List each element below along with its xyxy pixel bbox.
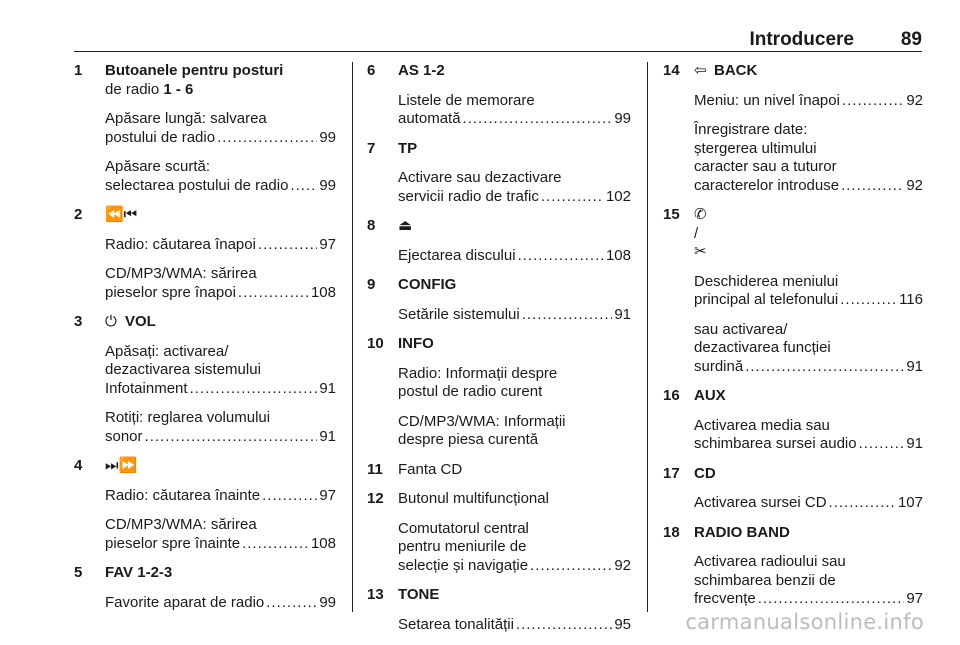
- reference-page-number: 97: [906, 590, 923, 607]
- entry-title: [694, 206, 923, 262]
- dot-leader: [840, 291, 897, 310]
- reference-text: Favorite aparat de radio: [105, 593, 265, 611]
- toc-reference: [105, 535, 336, 554]
- dot-leader: [258, 236, 317, 255]
- description-paragraph: [694, 321, 923, 377]
- entry-number: 10: [367, 335, 384, 352]
- reference-text: Activarea sursei CD: [694, 494, 827, 511]
- entry-number: 8: [367, 217, 376, 234]
- toc-reference: [105, 177, 336, 196]
- reference-text: servicii radio de trafic: [398, 187, 539, 205]
- description-line: caracter sau a tuturor: [694, 158, 837, 175]
- description-line: pentru meniurile de: [398, 538, 527, 555]
- reference-text: Radio: căutarea înapoi: [105, 235, 256, 253]
- description-line: Activare sau dezactivare: [398, 169, 562, 186]
- control-symbol-icon: ⏪⏮: [105, 206, 138, 223]
- page-number: 89: [900, 29, 922, 50]
- toc-reference: [105, 129, 336, 148]
- entry-title: [105, 206, 336, 225]
- control-name: FAV 1-2-3: [105, 564, 173, 581]
- control-name: BACK: [714, 62, 758, 79]
- entry-title: [398, 217, 631, 236]
- entry-number: 3: [74, 313, 83, 330]
- reference-text: pieselor spre înapoi: [105, 283, 236, 301]
- control-name: INFO: [398, 335, 434, 352]
- legend-entry: [74, 457, 336, 553]
- legend-entry: [74, 206, 336, 302]
- description-paragraph: [398, 616, 631, 635]
- entry-heading: [663, 62, 923, 81]
- legend-entry: [663, 387, 923, 454]
- control-name: Butoanele pentru posturi: [105, 62, 284, 79]
- toc-reference: [398, 110, 631, 129]
- reference-page-number: 91: [319, 379, 336, 397]
- entry-number: 12: [367, 490, 384, 507]
- reference-page-number: 116: [899, 291, 923, 308]
- toc-reference: [694, 92, 923, 111]
- column-1: [74, 62, 336, 623]
- reference-text: selecție și navigație: [398, 556, 529, 574]
- description-paragraph: [105, 409, 336, 446]
- reference-text: Ejectarea discului: [398, 246, 516, 264]
- entry-number: 5: [74, 564, 83, 581]
- reference-page-number: 91: [906, 357, 923, 375]
- control-name: AUX: [694, 387, 726, 404]
- control-name: CD: [694, 464, 716, 482]
- legend-entry: [663, 62, 923, 195]
- dot-leader: [145, 428, 318, 447]
- entry-number: 6: [367, 62, 376, 79]
- description-line: CD/MP3/WMA: Informații: [398, 412, 566, 430]
- description-line: CD/MP3/WMA: sărirea: [105, 516, 257, 533]
- entry-title: [694, 465, 923, 484]
- entry-heading: [367, 140, 631, 159]
- description-paragraph: [398, 520, 631, 576]
- description-paragraph: [105, 158, 336, 195]
- dot-leader: [262, 487, 317, 506]
- control-symbol-icon: ⏭⏩: [105, 457, 138, 474]
- entry-title: [105, 313, 336, 332]
- toc-reference: [694, 494, 923, 513]
- description-line: dezactivarea funcției: [694, 339, 831, 356]
- dot-leader: [522, 306, 613, 325]
- toc-reference: [398, 188, 631, 207]
- entry-heading: [367, 276, 631, 295]
- reference-text: principal al telefonului: [694, 291, 839, 308]
- entry-number: 13: [367, 586, 384, 603]
- description-paragraph: [398, 365, 631, 402]
- dot-leader: [841, 177, 904, 196]
- entry-title: [398, 461, 631, 480]
- reference-text: sonor: [105, 427, 143, 445]
- control-symbol-icon: ⏏: [398, 217, 413, 234]
- description-line: CD/MP3/WMA: sărirea: [105, 265, 257, 282]
- dot-leader: [842, 92, 904, 111]
- description-paragraph: [398, 92, 631, 129]
- reference-page-number: 108: [310, 534, 336, 552]
- entry-title: [105, 62, 336, 99]
- legend-entry: [367, 62, 631, 129]
- entry-heading: [663, 465, 923, 484]
- description-paragraph: [694, 273, 923, 310]
- control-name: CONFIG: [398, 276, 457, 293]
- dot-leader: [530, 557, 612, 576]
- reference-text: Infotainment: [105, 379, 188, 397]
- entry-number: 16: [663, 387, 680, 404]
- toc-reference: [398, 557, 631, 576]
- entry-number: 9: [367, 276, 376, 293]
- entry-number: 1: [74, 62, 83, 79]
- control-symbol-icon: ✆ / ✂: [694, 206, 707, 260]
- description-line: ștergerea ultimului: [694, 139, 817, 157]
- legend-entry: [663, 206, 923, 376]
- reference-page-number: 108: [310, 283, 336, 301]
- legend-entry: [74, 313, 336, 446]
- control-name: TP: [398, 139, 418, 157]
- entry-heading: [74, 457, 336, 476]
- entry-heading: [367, 335, 631, 354]
- reference-text: frecvențe: [694, 590, 756, 607]
- control-name: AS 1-2: [398, 62, 445, 79]
- entry-title: [398, 490, 631, 509]
- entry-number: 15: [663, 206, 680, 223]
- legend-entry: [367, 140, 631, 207]
- reference-text: Radio: căutarea înainte: [105, 486, 261, 504]
- description-line: dezactivarea sistemului: [105, 361, 261, 378]
- reference-page-number: 108: [605, 246, 631, 264]
- reference-text: Meniu: un nivel înapoi: [694, 91, 840, 109]
- entry-number: 11: [367, 460, 383, 478]
- entry-heading: [663, 524, 923, 543]
- page-header: [74, 26, 922, 52]
- reference-page-number: 92: [906, 176, 923, 194]
- reference-page-number: 97: [319, 486, 336, 504]
- legend-entry: [74, 564, 336, 612]
- description-paragraph: [105, 594, 336, 613]
- entry-title: [694, 524, 923, 543]
- description-paragraph: [694, 121, 923, 195]
- dot-leader: [217, 129, 317, 148]
- column-divider: [352, 62, 353, 612]
- description-line: Activarea media sau: [694, 416, 830, 434]
- entry-heading: [367, 490, 631, 509]
- description-line: Deschiderea meniului: [694, 272, 839, 290]
- description-line: Înregistrare date:: [694, 121, 808, 138]
- description-paragraph: [694, 417, 923, 454]
- dot-leader: [518, 247, 604, 266]
- entry-heading: [367, 586, 631, 605]
- description-line: Listele de memorare: [398, 91, 535, 109]
- entry-heading: [367, 217, 631, 236]
- page-title: Introducere: [749, 29, 854, 50]
- control-name: Fanta CD: [398, 460, 463, 478]
- toc-reference: [398, 247, 631, 266]
- reference-text: postului de radio: [105, 128, 216, 146]
- description-paragraph: [105, 487, 336, 506]
- legend-entry: [663, 465, 923, 513]
- entry-heading: [74, 313, 336, 332]
- entry-heading: [663, 206, 923, 262]
- legend-entry: [367, 461, 631, 480]
- legend-entry: [74, 62, 336, 195]
- toc-reference: [105, 236, 336, 255]
- legend-entry: [367, 217, 631, 265]
- reference-page-number: 91: [614, 305, 631, 323]
- dot-leader: [516, 616, 612, 635]
- control-name-line2: de radio: [105, 80, 164, 98]
- description-paragraph: [398, 413, 631, 450]
- entry-heading: [74, 206, 336, 225]
- description-paragraph: [398, 306, 631, 325]
- reference-text: caracterelor introduse: [694, 176, 840, 194]
- description-paragraph: [398, 169, 631, 206]
- dot-leader: [463, 110, 613, 129]
- entry-number: 2: [74, 206, 83, 223]
- entry-title: [398, 335, 631, 354]
- reference-text: schimbarea sursei audio: [694, 435, 857, 452]
- description-line: Comutatorul central: [398, 519, 529, 537]
- toc-reference: [694, 590, 923, 609]
- entry-number: 4: [74, 457, 83, 474]
- toc-reference: [694, 358, 923, 377]
- dot-leader: [745, 358, 904, 377]
- entry-number: 7: [367, 139, 376, 157]
- control-name: RADIO BAND: [694, 523, 790, 541]
- reference-text: Setările sistemului: [398, 305, 520, 323]
- entry-title: [398, 586, 631, 605]
- dot-leader: [829, 494, 896, 513]
- legend-entry: [663, 524, 923, 609]
- column-2: [367, 62, 631, 645]
- entry-title: [694, 62, 923, 81]
- description-paragraph: [105, 343, 336, 399]
- dot-leader: [242, 535, 309, 554]
- entry-number: 17: [663, 464, 680, 482]
- reference-page-number: 95: [614, 615, 631, 633]
- description-line: sau activarea/: [694, 320, 788, 338]
- toc-reference: [105, 284, 336, 303]
- control-name: Butonul multifuncțional: [398, 490, 549, 507]
- entry-heading: [74, 564, 336, 583]
- reference-page-number: 107: [897, 494, 923, 511]
- description-paragraph: [694, 553, 923, 609]
- description-line: Activarea radioului sau: [694, 553, 846, 570]
- dot-leader: [190, 380, 318, 399]
- description-line: schimbarea benzii de: [694, 571, 836, 589]
- column-3: [663, 62, 923, 620]
- description-line: Rotiți: reglarea volumului: [105, 409, 271, 426]
- entry-number: 14: [663, 62, 680, 79]
- reference-text: surdină: [694, 357, 744, 375]
- toc-reference: [105, 594, 336, 613]
- toc-reference: [694, 435, 923, 454]
- toc-reference: [105, 380, 336, 399]
- reference-page-number: 99: [319, 593, 336, 611]
- control-name: VOL: [125, 313, 156, 330]
- entry-heading: [367, 62, 631, 81]
- reference-text: automată: [398, 110, 461, 127]
- entry-title: [694, 387, 923, 406]
- reference-page-number: 91: [319, 427, 336, 445]
- entry-heading: [663, 387, 923, 406]
- legend-entry: [367, 586, 631, 634]
- reference-page-number: 92: [906, 91, 923, 109]
- reference-page-number: 92: [614, 556, 631, 574]
- description-paragraph: [105, 516, 336, 553]
- reference-page-number: 99: [319, 176, 336, 194]
- reference-text: Setarea tonalității: [398, 615, 514, 633]
- description-paragraph: [694, 92, 923, 111]
- description-line: Radio: Informații despre: [398, 364, 558, 382]
- entry-title: [398, 276, 631, 295]
- description-paragraph: [398, 247, 631, 266]
- reference-text: pieselor spre înainte: [105, 534, 241, 552]
- entry-title: [398, 140, 631, 159]
- description-paragraph: [694, 494, 923, 513]
- description-paragraph: [105, 265, 336, 302]
- toc-reference: [694, 177, 923, 196]
- toc-reference: [398, 616, 631, 635]
- watermark: carmanualsonline.info: [685, 610, 924, 634]
- dot-leader: [859, 435, 905, 454]
- description-line: Apăsare scurtă:: [105, 158, 211, 175]
- entry-heading: [74, 62, 336, 99]
- button-range: 1 - 6: [163, 80, 194, 98]
- legend-entry: [367, 490, 631, 575]
- entry-title: [105, 457, 336, 476]
- reference-text: selectarea postului de radio: [105, 176, 289, 194]
- control-name: TONE: [398, 586, 440, 603]
- entry-title: [398, 62, 631, 81]
- dot-leader: [541, 188, 604, 207]
- dot-leader: [290, 177, 317, 196]
- reference-page-number: 97: [319, 235, 336, 253]
- description-line: despre piesa curentă: [398, 431, 539, 448]
- entry-heading: [367, 461, 631, 480]
- reference-page-number: 91: [906, 435, 923, 452]
- entry-title: [105, 564, 336, 583]
- dot-leader: [266, 594, 317, 613]
- toc-reference: [398, 306, 631, 325]
- column-divider: [647, 62, 648, 612]
- dot-leader: [758, 590, 905, 609]
- control-symbol-icon: ⏻: [105, 313, 117, 330]
- reference-page-number: 99: [614, 110, 631, 127]
- reference-page-number: 102: [605, 187, 631, 205]
- reference-page-number: 99: [319, 128, 336, 146]
- description-line: postul de radio curent: [398, 383, 543, 400]
- toc-reference: [105, 487, 336, 506]
- dot-leader: [238, 284, 309, 303]
- entry-number: 18: [663, 523, 680, 541]
- legend-entry: [367, 335, 631, 450]
- description-paragraph: [105, 110, 336, 147]
- legend-entry: [367, 276, 631, 324]
- description-line: Apăsare lungă: salvarea: [105, 110, 267, 127]
- description-paragraph: [105, 236, 336, 255]
- description-line: Apăsați: activarea/: [105, 342, 229, 360]
- toc-reference: [105, 428, 336, 447]
- toc-reference: [694, 291, 923, 310]
- control-symbol-icon: ⇦: [694, 62, 707, 79]
